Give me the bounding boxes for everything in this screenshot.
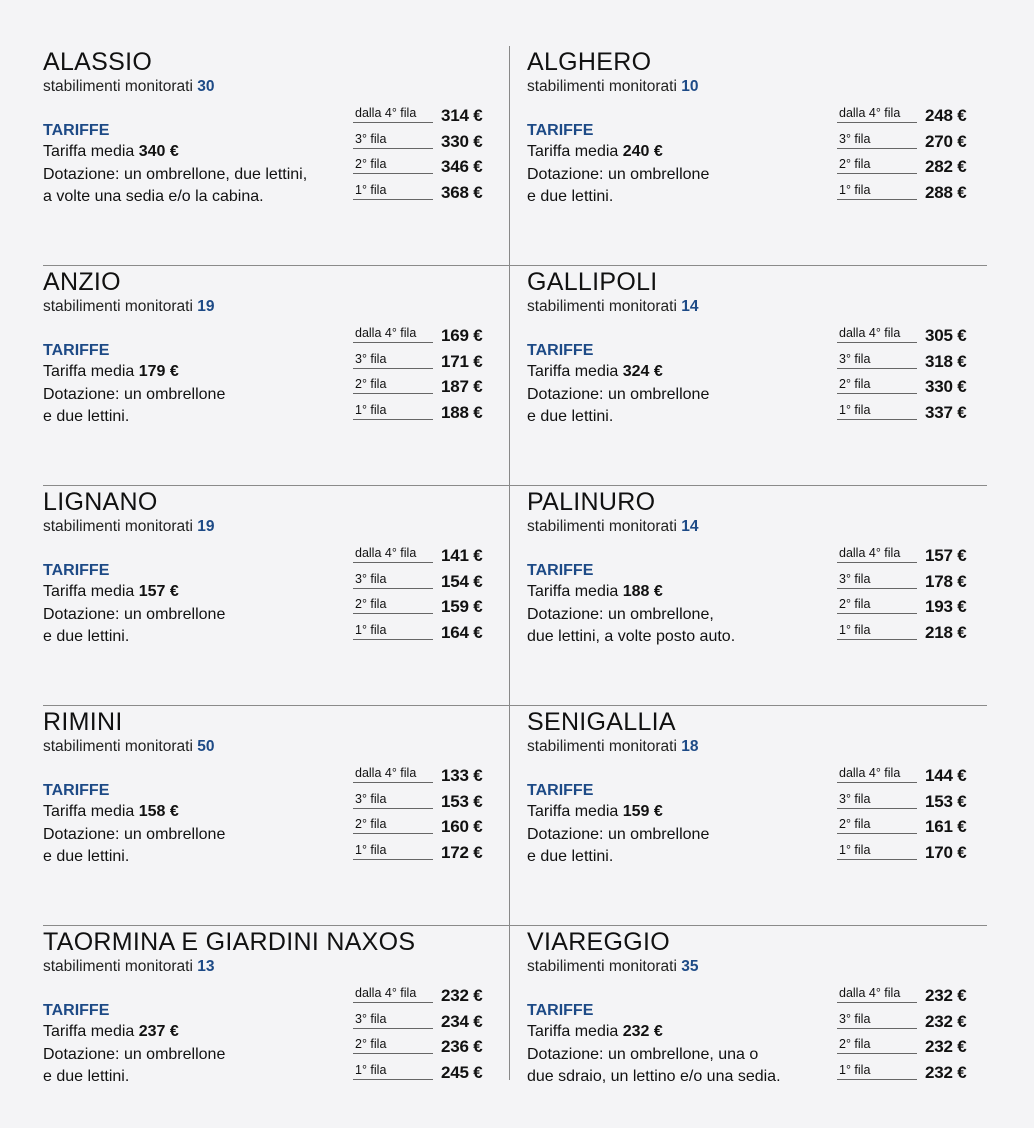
row-price-value: 187 € (441, 377, 483, 396)
row-position-label: dalla 4° fila (353, 105, 433, 123)
row-position-label: 1° fila (353, 1062, 433, 1080)
monitored-count (527, 958, 698, 976)
row-price-value: 159 € (441, 597, 483, 616)
price-row (837, 324, 977, 350)
monitored-count (527, 78, 698, 96)
average-rate (527, 803, 663, 821)
row-price-value: 232 € (925, 1037, 967, 1056)
row-price-value: 330 € (925, 377, 967, 396)
row-position-label: 2° fila (837, 816, 917, 834)
monitored-count (43, 78, 214, 96)
row-price-value: 160 € (441, 817, 483, 836)
equipment-line: e due lettini. (527, 408, 614, 425)
row-price-value: 161 € (925, 817, 967, 836)
price-table (837, 544, 977, 646)
monitored-count (527, 298, 698, 316)
row-position-label: dalla 4° fila (353, 545, 433, 563)
monitored-count (527, 518, 698, 536)
average-rate-value: 340 € (138, 143, 179, 160)
row-price-value: 232 € (925, 1062, 967, 1082)
tariffe-heading: TARIFFE (43, 342, 110, 359)
price-row (353, 181, 493, 207)
price-row (353, 764, 493, 790)
price-row (837, 350, 977, 376)
average-rate-value: 157 € (138, 583, 179, 600)
city-card (43, 706, 513, 925)
city-row (43, 486, 987, 706)
row-price-value: 288 € (925, 182, 967, 202)
row-position-label: 2° fila (837, 1036, 917, 1054)
monitored-number: 14 (681, 298, 699, 315)
price-row (837, 984, 977, 1010)
row-price-value: 346 € (441, 157, 483, 176)
equipment-line: a volte una sedia e/o la cabina. (43, 188, 264, 205)
average-rate (527, 363, 663, 381)
tariffe-heading: TARIFFE (527, 782, 594, 799)
row-price-value: 164 € (441, 622, 483, 642)
price-row (837, 104, 977, 130)
row-position-label: dalla 4° fila (837, 325, 917, 343)
row-price-value: 305 € (925, 326, 967, 345)
equipment-line: Dotazione: un ombrellone, (527, 606, 714, 623)
city-row (43, 266, 987, 486)
city-grid (43, 46, 987, 1085)
average-rate-label: Tariffa media (527, 363, 623, 380)
row-price-value: 245 € (441, 1062, 483, 1082)
tariffe-heading: TARIFFE (43, 782, 110, 799)
city-name: PALINURO (527, 488, 656, 516)
equipment-line: e due lettini. (43, 848, 130, 865)
equipment-description (43, 824, 348, 868)
price-row (353, 1035, 493, 1061)
price-row (837, 544, 977, 570)
monitored-label: stabilimenti monitorati (527, 298, 682, 315)
average-rate-value: 159 € (622, 803, 663, 820)
row-position-label: 2° fila (837, 156, 917, 174)
price-row (837, 790, 977, 816)
row-position-label: 1° fila (837, 842, 917, 860)
price-table (353, 104, 493, 206)
average-rate-label: Tariffa media (43, 143, 139, 160)
row-price-value: 330 € (441, 131, 483, 151)
monitored-label: stabilimenti monitorati (527, 958, 682, 975)
row-price-value: 248 € (925, 106, 967, 125)
price-row (837, 595, 977, 621)
row-price-value: 178 € (925, 571, 967, 591)
price-table (837, 764, 977, 866)
price-row (837, 375, 977, 401)
average-rate-label: Tariffa media (43, 363, 139, 380)
equipment-description (527, 384, 832, 428)
row-position-label: 1° fila (353, 842, 433, 860)
city-row (43, 706, 987, 926)
row-position-label: 2° fila (353, 1036, 433, 1054)
average-rate-value: 188 € (622, 583, 663, 600)
row-position-label: 3° fila (353, 1011, 433, 1029)
monitored-number: 50 (197, 738, 215, 755)
monitored-number: 18 (681, 738, 699, 755)
price-table (353, 324, 493, 426)
row-position-label: 3° fila (353, 571, 433, 589)
average-rate (527, 143, 663, 161)
row-position-label: 2° fila (837, 596, 917, 614)
row-position-label: 3° fila (837, 791, 917, 809)
monitored-label: stabilimenti monitorati (43, 958, 198, 975)
price-row (353, 324, 493, 350)
price-row (353, 375, 493, 401)
city-card (43, 926, 513, 1085)
equipment-line: Dotazione: un ombrellone (527, 166, 710, 183)
row-price-value: 154 € (441, 571, 483, 591)
price-row (353, 130, 493, 156)
average-rate (43, 363, 179, 381)
city-row (43, 46, 987, 266)
average-rate-value: 237 € (138, 1023, 179, 1040)
price-row (837, 181, 977, 207)
city-name: VIAREGGIO (527, 928, 671, 956)
equipment-line: Dotazione: un ombrellone (43, 386, 226, 403)
price-row (837, 130, 977, 156)
row-position-label: 1° fila (837, 402, 917, 420)
price-row (837, 1035, 977, 1061)
equipment-line: e due lettini. (527, 848, 614, 865)
equipment-description (527, 604, 832, 648)
rows-container (43, 46, 987, 1085)
average-rate (527, 583, 663, 601)
monitored-count (43, 738, 214, 756)
monitored-count (43, 518, 214, 536)
row-price-value: 157 € (925, 546, 967, 565)
row-price-value: 282 € (925, 157, 967, 176)
city-card (527, 486, 997, 705)
price-row (837, 815, 977, 841)
row-position-label: dalla 4° fila (353, 765, 433, 783)
row-price-value: 232 € (925, 986, 967, 1005)
row-position-label: 3° fila (353, 131, 433, 149)
row-price-value: 318 € (925, 351, 967, 371)
row-price-value: 141 € (441, 546, 483, 565)
price-row (837, 1061, 977, 1087)
price-table (353, 984, 493, 1086)
monitored-label: stabilimenti monitorati (43, 738, 198, 755)
row-position-label: 1° fila (837, 622, 917, 640)
row-position-label: 2° fila (353, 376, 433, 394)
row-position-label: 3° fila (837, 351, 917, 369)
price-row (353, 815, 493, 841)
monitored-number: 35 (681, 958, 699, 975)
monitored-label: stabilimenti monitorati (43, 518, 198, 535)
price-row (353, 544, 493, 570)
tariffe-heading: TARIFFE (43, 1002, 110, 1019)
row-price-value: 314 € (441, 106, 483, 125)
equipment-line: due lettini, a volte posto auto. (527, 628, 736, 645)
row-position-label: 2° fila (837, 376, 917, 394)
row-price-value: 172 € (441, 842, 483, 862)
equipment-description (43, 604, 348, 648)
row-position-label: 1° fila (837, 182, 917, 200)
row-price-value: 368 € (441, 182, 483, 202)
city-name: RIMINI (43, 708, 123, 736)
monitored-number: 30 (197, 78, 215, 95)
equipment-line: Dotazione: un ombrellone (43, 1046, 226, 1063)
row-price-value: 169 € (441, 326, 483, 345)
tariffe-heading: TARIFFE (527, 1002, 594, 1019)
price-row (353, 790, 493, 816)
monitored-number: 10 (681, 78, 699, 95)
city-card (43, 266, 513, 485)
average-rate-value: 232 € (622, 1023, 663, 1040)
equipment-description (527, 1044, 832, 1088)
monitored-number: 14 (681, 518, 699, 535)
row-position-label: 1° fila (353, 402, 433, 420)
equipment-line: Dotazione: un ombrellone (43, 606, 226, 623)
equipment-description (43, 164, 348, 208)
row-price-value: 232 € (441, 986, 483, 1005)
row-price-value: 236 € (441, 1037, 483, 1056)
equipment-line: Dotazione: un ombrellone (527, 826, 710, 843)
row-position-label: 3° fila (353, 791, 433, 809)
city-row (43, 926, 987, 1085)
average-rate-value: 324 € (622, 363, 663, 380)
city-name: LIGNANO (43, 488, 158, 516)
equipment-line: e due lettini. (43, 1068, 130, 1085)
city-name: ALASSIO (43, 48, 153, 76)
tariffe-heading: TARIFFE (527, 342, 594, 359)
row-position-label: dalla 4° fila (837, 545, 917, 563)
monitored-label: stabilimenti monitorati (527, 78, 682, 95)
equipment-description (527, 164, 832, 208)
price-row (837, 155, 977, 181)
average-rate (43, 583, 179, 601)
price-row (837, 1010, 977, 1036)
equipment-description (43, 384, 348, 428)
equipment-description (527, 824, 832, 868)
tariffe-heading: TARIFFE (43, 122, 110, 139)
city-card (527, 926, 997, 1085)
row-position-label: dalla 4° fila (353, 325, 433, 343)
price-row (837, 764, 977, 790)
row-position-label: dalla 4° fila (353, 985, 433, 1003)
price-table (837, 984, 977, 1086)
row-position-label: 3° fila (837, 1011, 917, 1029)
price-row (837, 841, 977, 867)
price-row (353, 104, 493, 130)
monitored-number: 19 (197, 518, 215, 535)
monitored-count (527, 738, 698, 756)
row-position-label: 3° fila (353, 351, 433, 369)
average-rate-value: 240 € (622, 143, 663, 160)
city-card (43, 46, 513, 265)
average-rate (43, 803, 179, 821)
monitored-label: stabilimenti monitorati (43, 298, 198, 315)
price-row (353, 155, 493, 181)
monitored-label: stabilimenti monitorati (527, 738, 682, 755)
price-row (353, 621, 493, 647)
monitored-count (43, 298, 214, 316)
row-price-value: 188 € (441, 402, 483, 422)
average-rate-value: 158 € (138, 803, 179, 820)
monitored-label: stabilimenti monitorati (43, 78, 198, 95)
average-rate (527, 1023, 663, 1041)
row-price-value: 153 € (925, 791, 967, 811)
monitored-count (43, 958, 214, 976)
average-rate-label: Tariffa media (43, 1023, 139, 1040)
average-rate-label: Tariffa media (527, 1023, 623, 1040)
row-price-value: 232 € (925, 1011, 967, 1031)
equipment-line: due sdraio, un lettino e/o una sedia. (527, 1068, 781, 1085)
average-rate (43, 143, 179, 161)
equipment-line: e due lettini. (43, 628, 130, 645)
row-position-label: 2° fila (353, 816, 433, 834)
tariffe-heading: TARIFFE (527, 562, 594, 579)
city-card (527, 266, 997, 485)
equipment-line: Dotazione: un ombrellone (43, 826, 226, 843)
row-price-value: 170 € (925, 842, 967, 862)
equipment-line: e due lettini. (527, 188, 614, 205)
row-price-value: 133 € (441, 766, 483, 785)
city-name: ALGHERO (527, 48, 652, 76)
row-price-value: 234 € (441, 1011, 483, 1031)
row-price-value: 193 € (925, 597, 967, 616)
average-rate (43, 1023, 179, 1041)
row-position-label: 2° fila (353, 596, 433, 614)
average-rate-value: 179 € (138, 363, 179, 380)
city-name: ANZIO (43, 268, 121, 296)
price-table (353, 544, 493, 646)
price-row (353, 401, 493, 427)
price-table (837, 104, 977, 206)
equipment-line: Dotazione: un ombrellone, due lettini, (43, 166, 308, 183)
price-row (353, 350, 493, 376)
row-position-label: dalla 4° fila (837, 765, 917, 783)
average-rate-label: Tariffa media (527, 143, 623, 160)
row-position-label: 2° fila (353, 156, 433, 174)
equipment-line: e due lettini. (43, 408, 130, 425)
row-price-value: 337 € (925, 402, 967, 422)
row-position-label: dalla 4° fila (837, 105, 917, 123)
average-rate-label: Tariffa media (527, 583, 623, 600)
price-table (837, 324, 977, 426)
equipment-line: Dotazione: un ombrellone, una o (527, 1046, 759, 1063)
row-position-label: 1° fila (837, 1062, 917, 1080)
price-row (353, 1010, 493, 1036)
equipment-description (43, 1044, 348, 1088)
city-card (527, 46, 997, 265)
price-row (353, 1061, 493, 1087)
average-rate-label: Tariffa media (43, 583, 139, 600)
monitored-number: 13 (197, 958, 215, 975)
price-table (353, 764, 493, 866)
price-row (353, 841, 493, 867)
row-position-label: dalla 4° fila (837, 985, 917, 1003)
city-name: TAORMINA E GIARDINI NAXOS (43, 928, 416, 956)
row-price-value: 153 € (441, 791, 483, 811)
price-row (837, 621, 977, 647)
row-price-value: 144 € (925, 766, 967, 785)
price-row (837, 401, 977, 427)
row-price-value: 218 € (925, 622, 967, 642)
equipment-line: Dotazione: un ombrellone (527, 386, 710, 403)
price-row (837, 570, 977, 596)
price-row (353, 595, 493, 621)
city-card (527, 706, 997, 925)
row-position-label: 3° fila (837, 571, 917, 589)
monitored-label: stabilimenti monitorati (527, 518, 682, 535)
row-price-value: 270 € (925, 131, 967, 151)
average-rate-label: Tariffa media (527, 803, 623, 820)
row-position-label: 1° fila (353, 182, 433, 200)
price-row (353, 984, 493, 1010)
city-name: GALLIPOLI (527, 268, 658, 296)
row-position-label: 1° fila (353, 622, 433, 640)
row-position-label: 3° fila (837, 131, 917, 149)
row-price-value: 171 € (441, 351, 483, 371)
average-rate-label: Tariffa media (43, 803, 139, 820)
price-row (353, 570, 493, 596)
city-name: SENIGALLIA (527, 708, 676, 736)
city-card (43, 486, 513, 705)
tariffe-heading: TARIFFE (527, 122, 594, 139)
tariffe-heading: TARIFFE (43, 562, 110, 579)
monitored-number: 19 (197, 298, 215, 315)
